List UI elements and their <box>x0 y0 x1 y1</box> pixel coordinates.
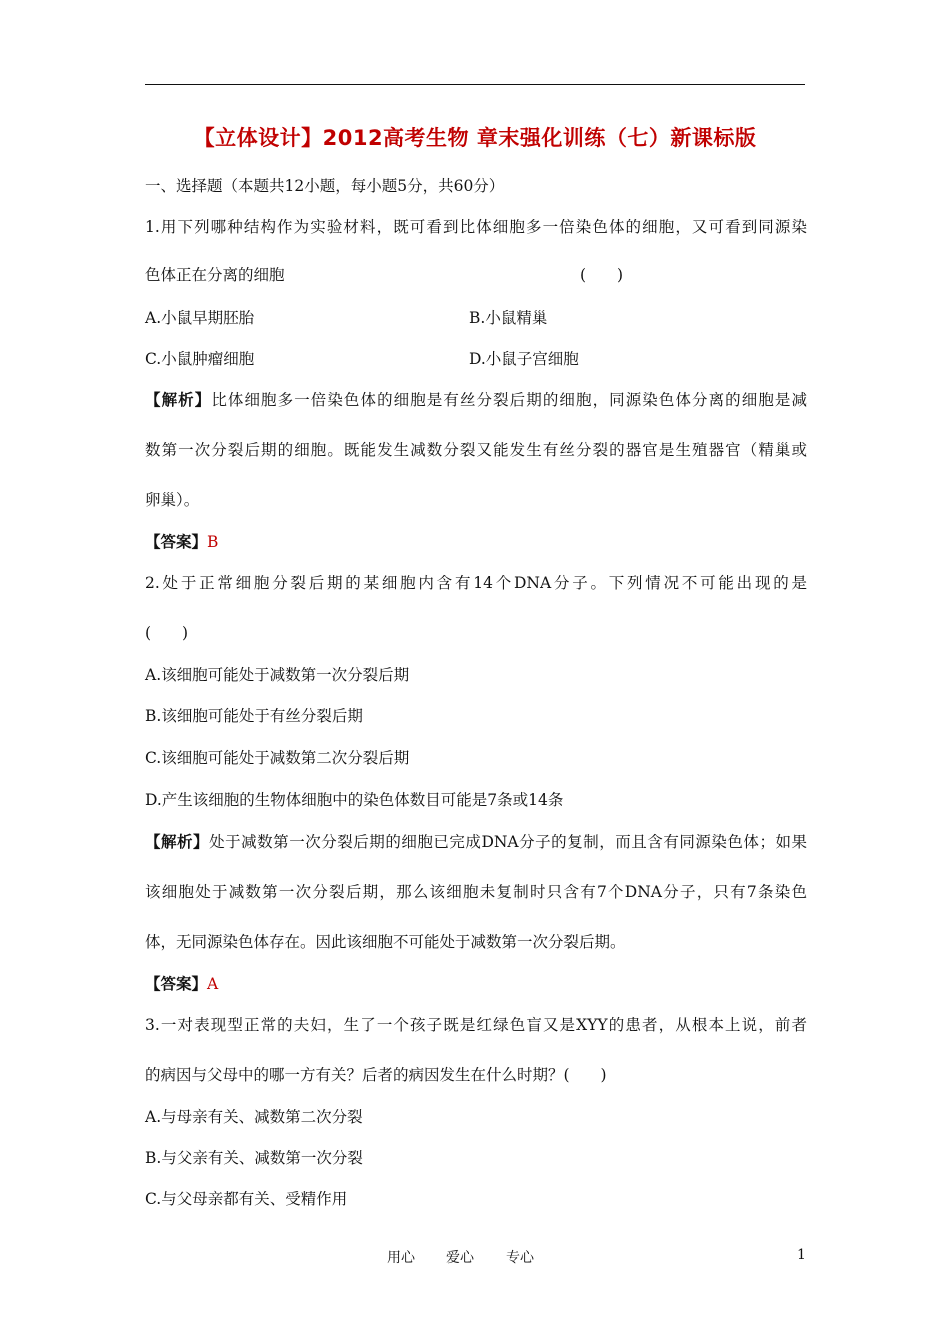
q3-stem-line1: 3.一对表现型正常的夫妇，生了一个孩子既是红绿色盲又是XYY的患者，从根本上说，前者 <box>145 1016 807 1034</box>
q1-option-b: B.小鼠精巢 <box>469 309 548 327</box>
section-heading: 一、选择题（本题共12小题，每小题5分，共60分） <box>145 177 505 195</box>
header-rule <box>145 84 805 85</box>
footer-motto-2: 爱心 <box>446 1250 474 1266</box>
q2-option-b: B.该细胞可能处于有丝分裂后期 <box>145 707 363 725</box>
q1-analysis-tag: 【解析】 <box>145 390 212 409</box>
page-number: 1 <box>797 1247 806 1263</box>
q2-answer-value: A <box>207 975 219 993</box>
q2-analysis-text1: 处于减数第一次分裂后期的细胞已完成DNA分子的复制，而且含有同源染色体；如果 <box>209 833 807 851</box>
q2-answer-line <box>145 974 218 994</box>
q2-stem-line1: 2.处于正常细胞分裂后期的某细胞内含有14个DNA分子。下列情况不可能出现的是 <box>145 574 807 592</box>
q2-answer-tag: 【答案】 <box>145 974 208 993</box>
q2-analysis-tag: 【解析】 <box>145 832 210 851</box>
q2-analysis-line2: 该细胞处于减数第一次分裂后期，那么该细胞未复制时只含有7个DNA分子，只有7条染色 <box>145 883 807 901</box>
q1-answer-value: B <box>207 533 219 551</box>
q3-option-c: C.与父母亲都有关、受精作用 <box>145 1190 348 1208</box>
q1-stem-line2: 色体正在分离的细胞 <box>145 266 285 284</box>
footer-motto-1: 用心 <box>387 1250 415 1266</box>
q1-analysis-line1 <box>145 390 807 410</box>
footer-motto-3: 专心 <box>506 1250 534 1266</box>
q2-option-c: C.该细胞可能处于减数第二次分裂后期 <box>145 749 410 767</box>
q1-answer-tag: 【答案】 <box>145 532 208 551</box>
q1-stem-line1: 1.用下列哪种结构作为实验材料，既可看到比体细胞多一倍染色体的细胞，又可看到同源染 <box>145 218 807 236</box>
q1-analysis-line3: 卵巢）。 <box>145 491 200 509</box>
q3-option-a: A.与母亲有关、减数第二次分裂 <box>145 1108 363 1126</box>
q1-option-c: C.小鼠肿瘤细胞 <box>145 350 255 368</box>
q1-answer-line <box>145 532 218 552</box>
q2-stem-line2: ( ) <box>145 624 189 642</box>
q1-analysis-text1: 比体细胞多一倍染色体的细胞是有丝分裂后期的细胞，同源染色体分离的细胞是减 <box>211 391 807 409</box>
q2-option-a: A.该细胞可能处于减数第一次分裂后期 <box>145 666 410 684</box>
q1-option-d: D.小鼠子宫细胞 <box>469 350 579 368</box>
q1-option-a: A.小鼠早期胚胎 <box>145 309 255 327</box>
q3-stem-line2: 的病因与父母中的哪一方有关？后者的病因发生在什么时期？( ) <box>145 1066 607 1084</box>
q2-option-d: D.产生该细胞的生物体细胞中的染色体数目可能是7条或14条 <box>145 791 564 809</box>
q1-analysis-line2: 数第一次分裂后期的细胞。既能发生减数分裂又能发生有丝分裂的器官是生殖器官（精巢或 <box>145 441 807 459</box>
document-title: 【立体设计】2012高考生物 章末强化训练（七）新课标版 <box>193 126 757 150</box>
q1-answer-paren: ( ) <box>580 266 624 284</box>
q2-analysis-line1 <box>145 832 807 852</box>
q2-analysis-line3: 体，无同源染色体存在。因此该细胞不可能处于减数第一次分裂后期。 <box>145 933 626 951</box>
q3-option-b: B.与父亲有关、减数第一次分裂 <box>145 1149 363 1167</box>
